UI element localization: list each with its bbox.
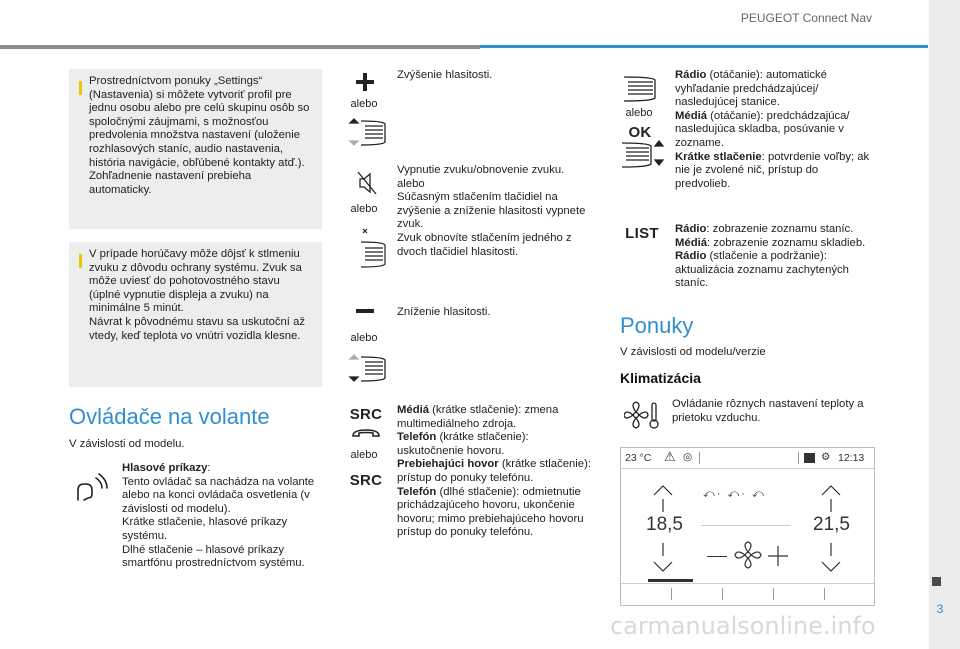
- header-rule-grey: [0, 45, 480, 49]
- minus-icon: [355, 308, 375, 314]
- clock-time: 12:13: [838, 452, 865, 464]
- steering-title: Ovládače na volante: [69, 404, 270, 429]
- climate-fan-icon: [624, 400, 660, 430]
- src-media-label: Médiá: [397, 404, 430, 416]
- airflow-icons[interactable]: ⤺· ⤺· ⤺: [703, 488, 766, 500]
- voice-command-icon: [74, 472, 110, 504]
- mute-line-3: Súčasným stlačením tlačidiel na zvýšenie a zníženie hlasitosti vypnete zvuk.: [397, 191, 586, 231]
- status-divider: [699, 452, 700, 464]
- fan-minus-icon[interactable]: [707, 556, 727, 557]
- steering-subtitle: V závislosti od modelu.: [69, 438, 185, 450]
- note-mute: [69, 242, 322, 387]
- thumbwheel-ok-icon: [620, 140, 664, 170]
- header-rule-blue: [480, 45, 928, 48]
- thumbwheel-icon: [620, 74, 660, 104]
- climate-text: Ovládanie rôznych nastavení teploty a prietoku vzduchu.: [672, 398, 864, 424]
- or-label: alebo: [625, 107, 653, 119]
- or-label: alebo: [350, 449, 378, 461]
- screen-bottom-bar: [621, 583, 874, 604]
- phone-icon: [351, 427, 381, 439]
- mute-text: [397, 164, 592, 259]
- active-tab-indicator: [648, 579, 693, 582]
- voice-command-label: Hlasové príkazy: [122, 462, 208, 474]
- media-desc: (otáčanie): predchádzajúca/ nasledujúca skladba, posúvanie v zozname.: [675, 109, 850, 149]
- left-temp-up-icon[interactable]: [653, 485, 673, 513]
- plus-icon: [355, 72, 375, 92]
- src-call-label: Prebiehajúci hovor: [397, 458, 499, 471]
- right-temp-up-icon[interactable]: [821, 485, 841, 513]
- right-temperature: 21,5: [813, 514, 850, 535]
- volume-up-text: Zvýšenie hlasitosti.: [397, 69, 493, 81]
- status-divider: [798, 452, 799, 464]
- header-title: PEUGEOT Connect Nav: [740, 11, 872, 25]
- mute-line-4: Zvuk obnovíte stlačením jedného z dvoch tlačidiel hlasitosti.: [397, 231, 572, 258]
- page-marker: [932, 577, 941, 586]
- or-label: alebo: [350, 332, 378, 344]
- list-radio-label: Rádio: [675, 223, 707, 235]
- watermark: carmanualsonline.info: [610, 612, 876, 640]
- list-radio-hold-label: Rádio: [675, 250, 707, 263]
- menus-title: Ponuky: [620, 313, 694, 338]
- or-label: alebo: [350, 203, 378, 215]
- settings-icon: ⚙: [821, 451, 831, 463]
- note-bar: [79, 81, 82, 95]
- thumbwheel-text: [675, 69, 875, 191]
- radio-desc: (otáčanie): automatické vyhľadanie predchádzajúcej/ nasledujúcej stanice.: [675, 69, 827, 109]
- fan-plus-icon[interactable]: [768, 546, 788, 566]
- page-number: 3: [936, 602, 944, 616]
- voice-line-3: Dlhé stlačenie – hlasové príkazy smartfónu prostredníctvom systému.: [122, 543, 305, 570]
- or-label: alebo: [350, 98, 378, 110]
- src-call-desc: (krátke stlačenie): prístup do ponuky telefónu.: [397, 458, 591, 484]
- outside-temperature: 23 °C: [625, 452, 652, 464]
- side-margin-strip: [929, 0, 960, 649]
- warning-icon: ⚠: [664, 449, 676, 464]
- voice-line-1: Tento ovládač sa nachádza na volante alebo na konci ovládača osvetlenia (v závislosti od modelu).: [122, 475, 315, 515]
- src-text: [397, 404, 597, 540]
- mute-line-2: alebo: [397, 177, 425, 190]
- screen-mirror-icon: [804, 453, 815, 463]
- voice-command-text: Hlasové príkazy: Tento ovládač sa nachádza na volante alebo na konci ovládača osvetlenia (v závislosti od modelu). Krátke stlačenie, hlasové príkazy systému. Dlhé stlačenie – hlasové príkazy smartfónu prostredníctvom systému.: [122, 462, 322, 571]
- src-phone-long-desc: (dlhé stlačenie): odmietnutie prichádzajúceho hovoru, ukončenie hovoru; mimo prebiehajúceho hovoru prístup do ponuky telefónu.: [397, 485, 584, 539]
- thumbwheel-up-icon: [347, 118, 389, 148]
- fan-icon[interactable]: [734, 541, 762, 569]
- thumbwheel-down-icon: [347, 354, 389, 384]
- screen-divider: [701, 525, 791, 526]
- list-radio-hold-desc: (stlačenie a podržanie): aktualizácia zoznamu zachytených staníc.: [675, 250, 849, 290]
- list-media-label: Médiá: [675, 236, 708, 249]
- list-media-desc: : zobrazenie zoznamu skladieb.: [707, 236, 866, 249]
- note-mute-text: V prípade horúčavy môže dôjsť k stlmeniu zvuku z dôvodu ochrany systému. Zvuk sa môže uviesť do pohotovostného stavu (úplné vypnutie displeja a zvuku) na minimálne 5 minút. Návrat k pôvodnému stavu sa uskutoční až vtedy, keď teplota vo vnútri vozidla klesne.: [89, 248, 306, 342]
- right-temp-down-icon[interactable]: [821, 542, 841, 572]
- left-temp-down-icon[interactable]: [653, 542, 673, 572]
- menus-subtitle: V závislosti od modelu/verzie: [620, 346, 766, 358]
- note-bar: [79, 254, 82, 268]
- list-label: LIST: [625, 225, 659, 242]
- volume-down-text: Zníženie hlasitosti.: [397, 306, 491, 318]
- media-label: Médiá: [675, 109, 708, 122]
- src-phone-desc: (krátke stlačenie): uskutočnenie hovoru.: [397, 431, 529, 457]
- voice-line-2: Krátke stlačenie, hlasové príkazy systému.: [122, 516, 288, 542]
- screen-status-bar: [621, 448, 874, 469]
- location-icon: ◎: [683, 451, 693, 463]
- ok-label: OK: [628, 124, 652, 141]
- note-settings-text: Prostredníctvom ponuky „Settings“ (Nastavenia) si môžete vytvoriť profil pre jednu osobu alebo pre celú skupinu osôb so spoločnými záujmami, s možnosťou predvolenia množstva nastavení (uloženie rozhlasových staníc, audio nastavenia, história navigácie, obľúbené kontakty atď.). Zohľadnenie nastavení prebieha automaticky.: [89, 75, 310, 196]
- list-text: [675, 223, 875, 291]
- src-phone-label: Telefón: [397, 431, 437, 444]
- radio-label: Rádio: [675, 69, 707, 81]
- src-media-desc: (krátke stlačenie): zmena multimediálneho zdroja.: [397, 404, 559, 430]
- src-label-2: SRC: [349, 472, 383, 489]
- climate-screen: [620, 447, 875, 606]
- climate-title: Klimatizácia: [620, 370, 701, 386]
- left-temperature: 18,5: [646, 514, 683, 535]
- short-press-label: Krátke stlačenie: [675, 150, 762, 163]
- src-phone-long-label: Telefón: [397, 485, 437, 498]
- mute-icon: [356, 170, 378, 196]
- short-press-desc: : potvrdenie voľby; ak nie je zvolené nič, prístup do predvolieb.: [675, 150, 870, 190]
- src-label: SRC: [349, 406, 383, 423]
- thumbwheel-press-icon: [347, 226, 389, 270]
- list-radio-desc: : zobrazenie zoznamu staníc.: [706, 223, 854, 235]
- note-settings: [69, 69, 322, 229]
- mute-line-1: Vypnutie zvuku/obnovenie zvuku.: [397, 164, 565, 176]
